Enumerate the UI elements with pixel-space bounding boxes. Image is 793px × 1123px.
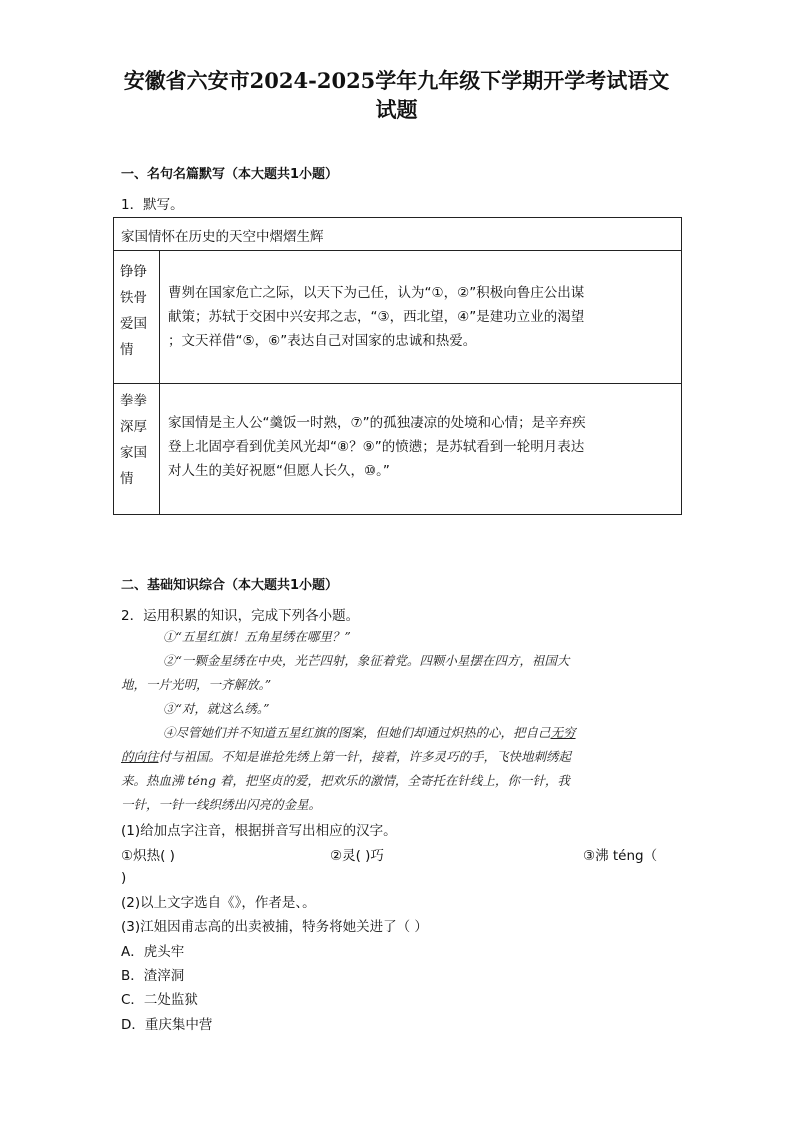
sub-question-1: (1)给加点字注音，根据拼音写出相应的汉字。 <box>121 823 397 839</box>
sub-question-3: (3)江姐因甫志高的出卖被捕，特务将她关进了（ ） <box>121 919 428 935</box>
reading-passage <box>121 625 671 817</box>
question-1-prompt: 1．默写。 <box>121 197 184 213</box>
page-title <box>60 66 733 124</box>
row-content: 家国情是主人公“羹饭一时熟，⑦”的孤独凄凉的处境和心情；是辛弃疾 登上北固亭看到优美风光却“⑧？⑨”的愤懑；是苏轼看到一轮明月表达 对人生的美好祝愿“但愿人长久，⑩。” <box>160 384 682 515</box>
passage-line: 地，一片光明，一齐解放。” <box>121 677 272 692</box>
row-label: 拳拳 深厚 家国 情 <box>114 384 160 515</box>
table-row <box>114 384 682 515</box>
row-label: 铮铮 铁骨 爱国 情 <box>114 251 160 384</box>
title-line-2: 试题 <box>375 97 418 122</box>
pinyin-item: ③沸 téng（ <box>583 848 658 864</box>
passage-line: 一针，一针一线织绣出闪亮的金星。 <box>121 797 322 812</box>
pinyin-item: ①炽热( ) <box>121 848 175 864</box>
passage-line: ②“一颗金星绣在中央，光芒四射，象征着党。四颗小星摆在四方，祖国大 <box>163 653 570 668</box>
row-content: 曹刿在国家危亡之际，以天下为己任，认为“①，②”积极向鲁庄公出谋 献策；苏轼于交困中兴安邦之志，“③，西北望，④”是建功立业的渴望 ；文天祥借“⑤，⑥”表达自己对国家的忠诚和热爱。 <box>160 251 682 384</box>
underlined-text: 的向往 <box>121 749 159 764</box>
passage-line: ③“对，就这么绣。” <box>163 701 270 716</box>
pinyin-item: ②灵( )巧 <box>330 848 384 864</box>
option-a: A．虎头牢 <box>121 944 185 960</box>
passage-line: ④尽管她们并不知道五星红旗的图案，但她们却通过炽热的心，把自己无穷 <box>163 725 576 740</box>
table-theme: 家国情怀在历史的天空中熠熠生辉 <box>114 218 682 251</box>
passage-line: 来。热血沸 téng 着，把坚贞的爱，把欢乐的激情，全寄托在针线上，你一针，我 <box>121 773 570 788</box>
option-c: C．二处监狱 <box>121 992 198 1008</box>
table-row <box>114 251 682 384</box>
passage-line: 的向往付与祖国。不知是谁抢先绣上第一针，接着，许多灵巧的手，飞快地刺绣起 <box>121 749 572 764</box>
section-heading-1: 一、名句名篇默写（本大题共1小题） <box>121 167 339 182</box>
passage-line: ①“五星红旗！五角星绣在哪里？” <box>163 629 351 644</box>
title-line-1: 安徽省六安市2024-2025学年九年级下学期开学考试语文 <box>123 68 670 93</box>
question-2-prompt: 2．运用积累的知识，完成下列各小题。 <box>121 608 360 624</box>
recitation-table <box>113 217 682 515</box>
option-b: B．渣滓洞 <box>121 968 185 984</box>
pinyin-item-continued: ) <box>121 870 127 886</box>
section-heading-2: 二、基础知识综合（本大题共1小题） <box>121 578 339 593</box>
underlined-text: 无穷 <box>550 725 576 740</box>
option-d: D．重庆集中营 <box>121 1017 213 1033</box>
sub-question-2: (2)以上文字选自《》，作者是、。 <box>121 895 316 911</box>
